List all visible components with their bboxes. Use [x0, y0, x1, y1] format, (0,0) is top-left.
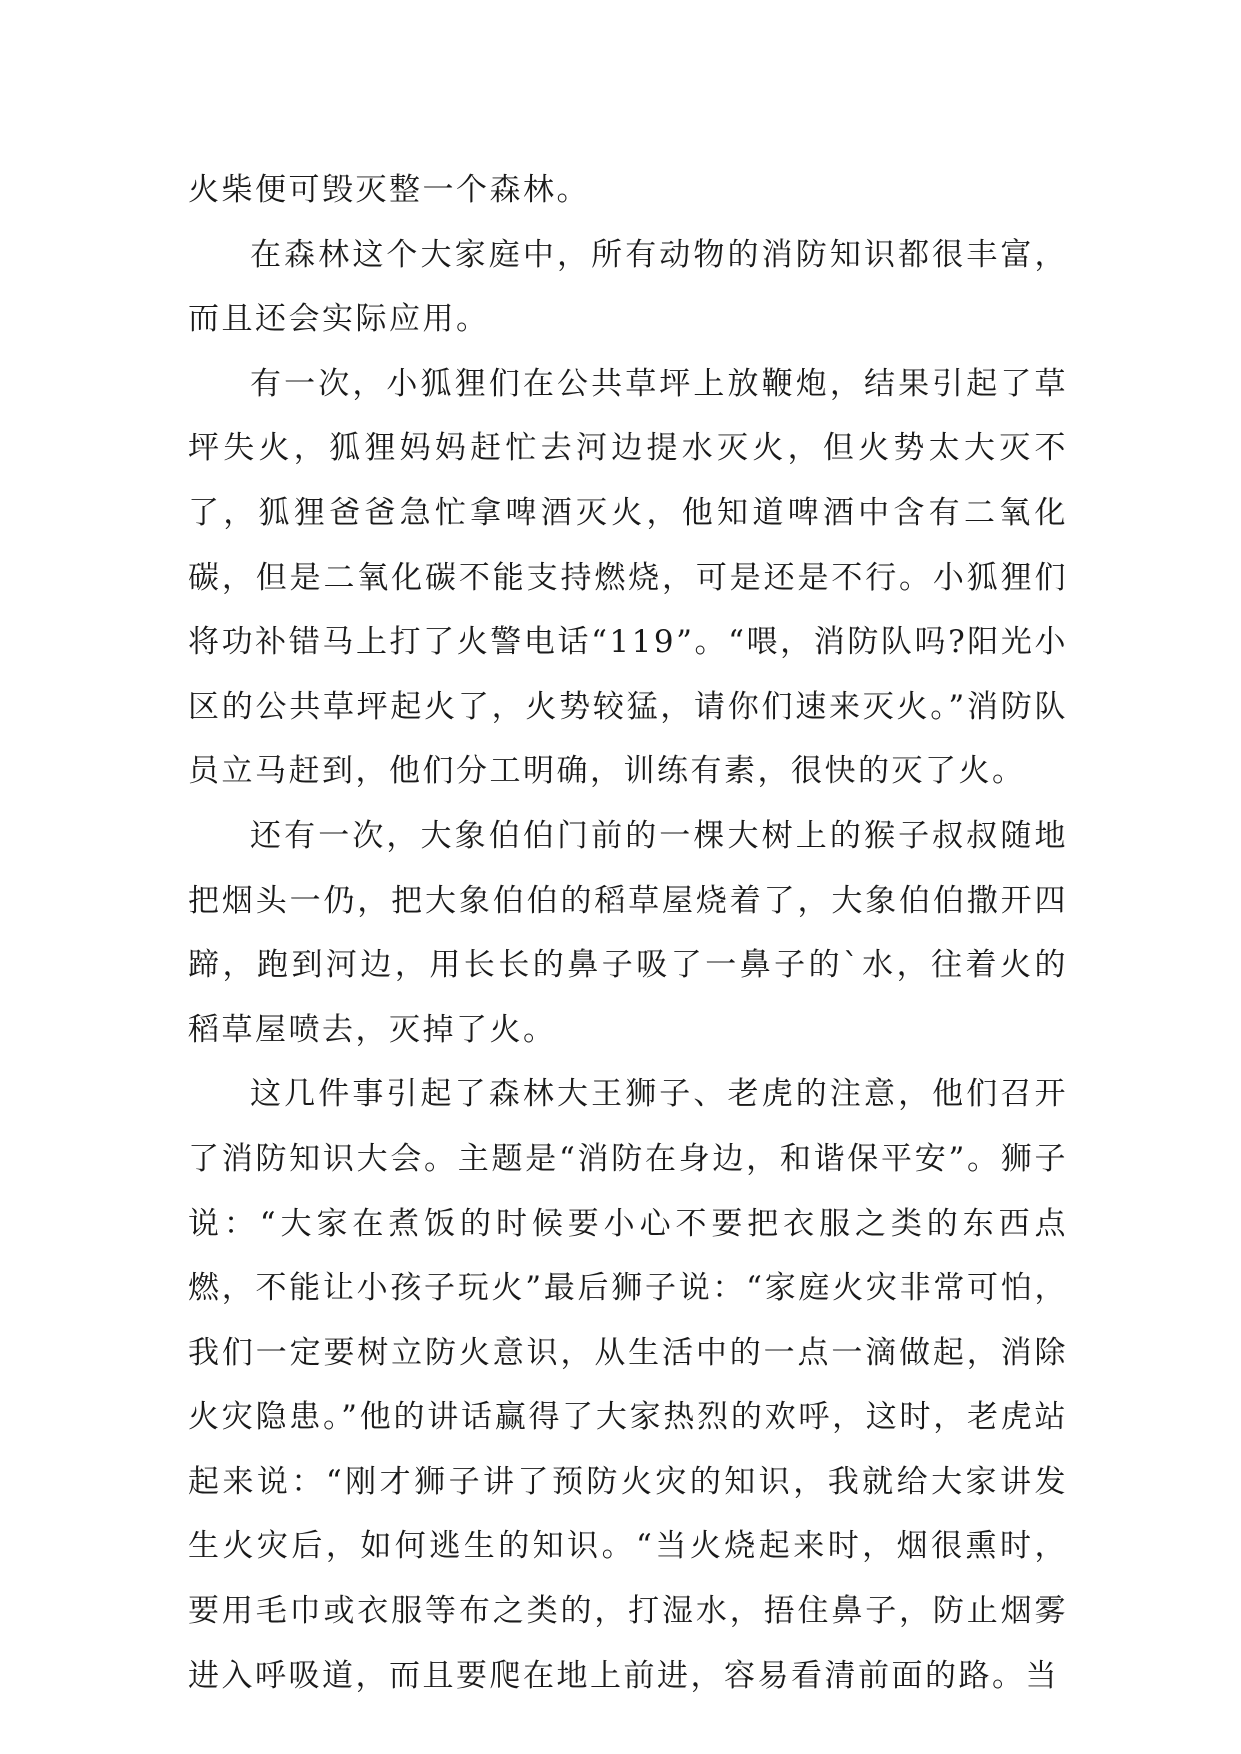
paragraph-fire-safety-meeting: 这几件事引起了森林大王狮子、老虎的注意，他们召开了消防知识大会。主题是“消防在身边，和谐保平安”。狮子说：“大家在煮饭的时候要小心不要把衣服之类的东西点燃，不能让小孩子玩火”最后狮子说：“家庭火灾非常可怕，我们一定要树立防火意识，从生活中的一点一滴做起，消除火灾隐患。”他的讲话赢得了大家热烈的欢呼，这时，老虎站起来说：“刚才狮子讲了预防火灾的知识，我就给大家讲发生火灾后，如何逃生的知识。“当火烧起来时，烟很熏时，要用毛巾或衣服等布之类的，打湿水，捂住鼻子，防止烟雾进入呼吸道，而且要爬在地上前进，容易看清前面的路。当: [188, 1076, 1068, 1694]
paragraph-elephant-fire: 还有一次，大象伯伯门前的一棵大树上的猴子叔叔随地把烟头一仍，把大象伯伯的稻草屋烧着了，大象伯伯撒开四蹄，跑到河边，用长长的鼻子吸了一鼻子的`水，往着火的稻草屋喷去，灭掉了火。: [188, 817, 1068, 1048]
paragraph-continuation: 火柴便可毁灭整一个森林。: [188, 172, 590, 208]
paragraph-forest-family: 在森林这个大家庭中，所有动物的消防知识都很丰富，而且还会实际应用。: [188, 236, 1068, 338]
document-body: [188, 158, 1068, 1708]
paragraph-fox-fire: 有一次，小狐狸们在公共草坪上放鞭炮，结果引起了草坪失火，狐狸妈妈赶忙去河边提水灭火，但火势太大灭不了，狐狸爸爸急忙拿啤酒灭火，他知道啤酒中含有二氧化碳，但是二氧化碳不能支持燃烧，可是还是不行。小狐狸们将功补错马上打了火警电话“119”。“喂，消防队吗?阳光小区的公共草坪起火了，火势较猛，请你们速来灭火。”消防队员立马赶到，他们分工明确，训练有素，很快的灭了火。: [188, 365, 1068, 790]
